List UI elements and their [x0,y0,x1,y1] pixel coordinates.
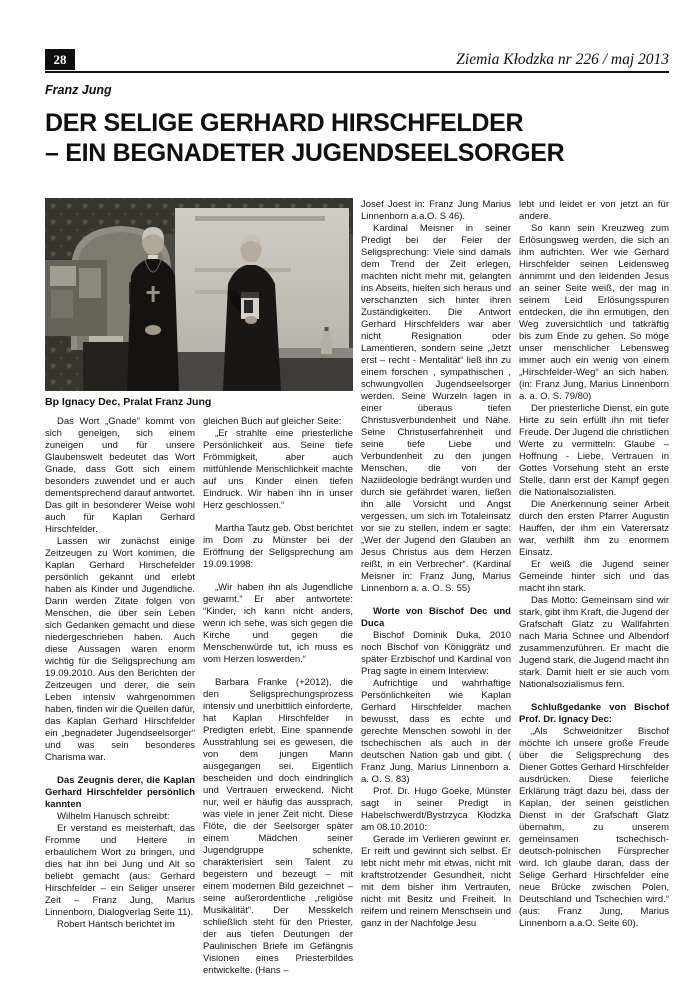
header-rule [45,71,669,73]
page-number: 28 [53,51,67,67]
paragraph: Bischof Dominik Duka, 2010 noch Bischof von Königgrätz und später Erzbischof und Kardinal von Prag sagte in einem Interview: [361,630,511,677]
paragraph: Wilhelm Hanusch schreibt: [57,811,170,822]
exhibit-photo [79,268,101,298]
section-subhead: Das Zeugnis derer, die Kaplan Gerhard Hirschfelder persönlich kannten [45,775,195,810]
paragraph: Gerade im Verlieren gewinnt er. Er reift und gewinnt sich selbst. Er lebt nicht mehr mit etwas, nicht mit kraftstrotzender Gesundheit, nicht mit dem bisher ihm Vertrauten, nicht mit Besitz und Freiheit. In reifem und reinem Menschsein und ganz in der Nachfolge Jesu [361,834,511,929]
paragraph: Josef Joest in: Franz Jung Marius Linnenborn a.a.O. S 46). [361,199,511,222]
prelate-hand [245,316,257,324]
bishop-figure [127,258,179,391]
book-portrait [244,300,253,313]
paragraph: gleichen Buch auf gleicher Seite: [203,416,342,427]
paragraph: Aufrichtige und wahrhaftige Persönlichkeiten wie Kaplan Gerhard Hirschfelder machen bewusst, dass es echte und gerechte Menschen sowohl in der tschechischen als auch in der deutschen Nation gab und gibt. ( Franz Jung, Marius Linnenborn a. a. O. S. 83) [361,678,511,785]
paragraph: lebt und leidet er von jetzt an für andere. [519,199,669,222]
article-title [45,108,665,168]
article-photo [45,198,353,391]
exhibit-photo [50,266,76,286]
paragraph: Der priesterliche Dienst, ein gute Hirte zu sein erfüllt ihn mit tiefer Freude. Der Jugend die christlichen Werte zu vermitteln: Glaube – Hoffnung - Liebe, Vertrauen in Gottes Vorsehung steht an erste Stelle, dann erst der Kampf gegen die Nationalsozialisten. [519,403,669,498]
paragraph: So kann sein Kreuzweg zum Erlösungsweg werden, die sich an ihm aufrichten. Wer wie Gerhard Hirschfelder seinen Leidensweg annimmt und den leidenden Jesus an seiner Seite weiß, der mag in seinem Leid Erlösungsspuren entdecken, die ihn ermutigen, den Weg zuversichtlich und tatkräftig bis zum Ende zu gehen. So möge unser menschlicher Lebensweg immer auch ein wenig von einem „Hirschfelder-Weg“ an sich haben. (in: Franz Jung, Marius Linnenborn a. a. O. S. 79/80) [519,223,669,402]
text-column-1 [45,416,195,948]
author-byline: Franz Jung [45,83,112,97]
page-number-box [45,49,75,70]
paragraph: Kardinal Meisner in seiner Predigt bei der Feier der Seligsprechung: Viele sind damals dem Trend der Zeit erlegen, machten nicht mehr mit, gelangten ins Abseits, hielten sich heraus und verschanzten sich hinter ihren Zuständigkeiten. Die Antwort Gerhard Hirschfelders war aber nicht Resignation oder Lamentieren, sondern seine „Jetzt erst – recht - Mentalität“ ließ ihn zu einem forschen , sympathischen , schwungvollen Jugendseelsorger werden. Seine Wurzeln lagen in einer überaus tiefen Christusverbundenheit und Nähe. Seine Christuserfahrenheit und seine tiefe Liebe und Verbundenheit zu den jungen Menschen, die von der Naziideologie bedrängt wurden und durch sie gefährdet waren, ließen ihn alle Vorsicht und Angst vergessen, um sich im Totaleinsatz vor sie zu stellen, indem er sagte: „Wer der Jugend den Glauben an Jesus Christus aus dem Herzen reißt, in ein Verbrecher“. (Kardinal Meisner in: Franz Jung, Marius Linnenborn a. a. O. S. 55) [361,223,511,594]
text-column-4 [519,199,669,949]
section-subhead: Worte von Bischof Dec und Duca [361,606,511,629]
prelate-figure [223,264,281,391]
paragraph: Er verstand es meisterhaft, das Fromme und Heitere in erbaulichem Wort zu bringen, und dies hat ihn bei Jung und Alt so beliebt gemacht (aus: Gerhard Hirschfelder – ein Seliger unserer Zeit – Franz Jung, Marius Linnenborn, Dialogverlag Seite 11). [45,823,195,918]
journal-title: Ziemia Kłodzka nr 226 / maj 2013 [456,51,669,68]
bottle-cap [325,327,329,331]
paragraph: Das Wort „Gnade“ kommt von sich geneigen, sich einem zuneigen und für unsere Glaubenswelt bedeutet das Wort Gnade, dass Gott sich einem besonders zuwendet und er auch dementsprechend darauf antwortet. Das gilt in besonderer Weise wohl auch für Kaplan Gerhard Hirschfelder. [45,416,195,535]
paragraph: Er weiß die Jugend seiner Gemeinde hinter sich und das macht ihn stark. [519,559,669,594]
photo-caption: Bp Ignacy Dec, Pralat Franz Jung [45,396,212,408]
exhibit-photo [51,290,73,318]
text-column-3 [361,199,511,949]
paragraph: „Als Schweidnitzer Bischof möchte ich unsere große Freude über die Seligsprechung des Diener Gottes Gerhard Hirschfelder ausdrücken. Diese feierliche Erklärung trägt dazu bei, dass der Kaplan, der seinen geistlichen Dienst in der Grafschaft Glatz übernahm, zu unserem gemeinsamen tschechisch-deutsch-polnischen Fürsprecher wird. Ich glaube daran, dass der Selige Gerhard Hirschfelder eine neue Brücke zwischen Polen, Deutschland und Tschechien wird.“ (aus: Franz Jung, Marius Linnenborn a.a.O. Seite 60). [519,726,669,929]
article-title-line1: DER SELIGE GERHARD HIRSCHFELDER [45,109,524,137]
shirt-collar [246,262,256,265]
papers [89,336,123,343]
paragraph: Das Motto: Gemeinsam sind wir stark, gibt ihm Kraft, die Jugend der Grafschaft Glatz zu Wallfahrten nach Maria Schnee und Albendorf zusammenzuführen. Er macht die Jugend stark, die Jugend macht ihn stark. Damit hielt er sie auch vom Nationalsozialismus fern. [519,595,669,690]
paragraph: Prof. Dr. Hugo Goeke, Münster sagt in seiner Predigt in Habelschwerdt/Bystrzyca Kłodzka am 08.10.2010: [361,786,511,833]
paragraph: „Wir haben ihn als Jugendliche gewarnt.“ Er aber antwortete: “Kinder, ich kann nicht anders, wenn ich sehe, was sich gegen die Kirche und gegen die Menschenwürde tut, ich muss es vom Herzen loswerden.“ [203,582,353,665]
slide-text-blur [195,216,325,221]
paragraph: Robert Hantsch berichtet im [57,919,175,930]
section-subhead: Schlußgedanke von Bischof Prof. Dr. Ignacy Dec: [519,702,669,725]
paragraph: Martha Tautz geb. Obst berichtet im Dom zu Münster bei der Eröffnung der Seligsprechung am 19.09.1998: [203,523,353,570]
paragraph: Die Anerkennung seiner Arbeit durch den ersten Pfarrer Augustin Hauffen, der ihm ein Vaterersatz war, verhilft ihm zu enormem Einsatz. [519,499,669,558]
book-cover-band [241,292,259,298]
paragraph: Lassen wir zunächst einige Zeitzeugen zu Wort kommen, die Kaplan Gerhard Hirschefelder persönlich gekannt und erlebt haben als Kinder und Jugendliche. Dann werden Zitate folgen von Menschen, die über sein Leben sich Gedanken gemacht und diese niedergeschrieben haben. Auch diese Aussagen waren enorm wichtig für die Seligsprechung am 19.09.2010. Aus den Berichten der Zeitzeugen und derer, die sein Leben intensiv wahrgenommen haben, finden wir die Quellen dafür, das Kaplan Gerhard Hirschfelder ein „begnadeter Jugendseelsorger“ und was sein besonderes Charisma war. [45,536,195,763]
text-column-2 [203,416,353,976]
bishop-hands [145,325,161,335]
paragraph: Barbara Franke (+2012), die den Seligsprechungsprozess intensiv und unerbittlich einforderte, hat Kaplan Hirschfelder in Predigten erlebt. Eine spannende Ausstrahlung sei es gewesen, die von dem jungen Mann ausgegangen sei. Eigentlich bescheiden und doch eindringlich und Vertrauen erweckend. Nicht nur, weil er häufig das aussprach, was viele in jener Zeit nicht. Diese Flöte, die der Seelsorger später einem Mädchen seiner Jugendgruppe schenkte, charakterisiert sein Talent zu begeistern und bezeugt – mit einem modernen Bild gezeichnet – seine außerordentliche „religiöse Musikalität“. Der Messkelch schließlich steht für den Priester, der aus tiefen Deutungen der Paulinischen Briefe im Gefängnis Visionen eines Priesterbildes entwickelte. (Hans – [203,677,353,976]
clerical-collar [148,255,158,259]
article-title-line2: – EIN BEGNADETER JUGENDSEELSORGER [45,139,565,167]
paragraph: „Er strahlte eine priesterliche Persönlichkeit aus. Seine tiefe Frömmigkeit, aber auch mitfühlende Menschlichkeit machte auf uns Kinder einen tiefen Eindruck. Wir haben ihn in unser Herz geschlossen.“ [203,428,353,511]
